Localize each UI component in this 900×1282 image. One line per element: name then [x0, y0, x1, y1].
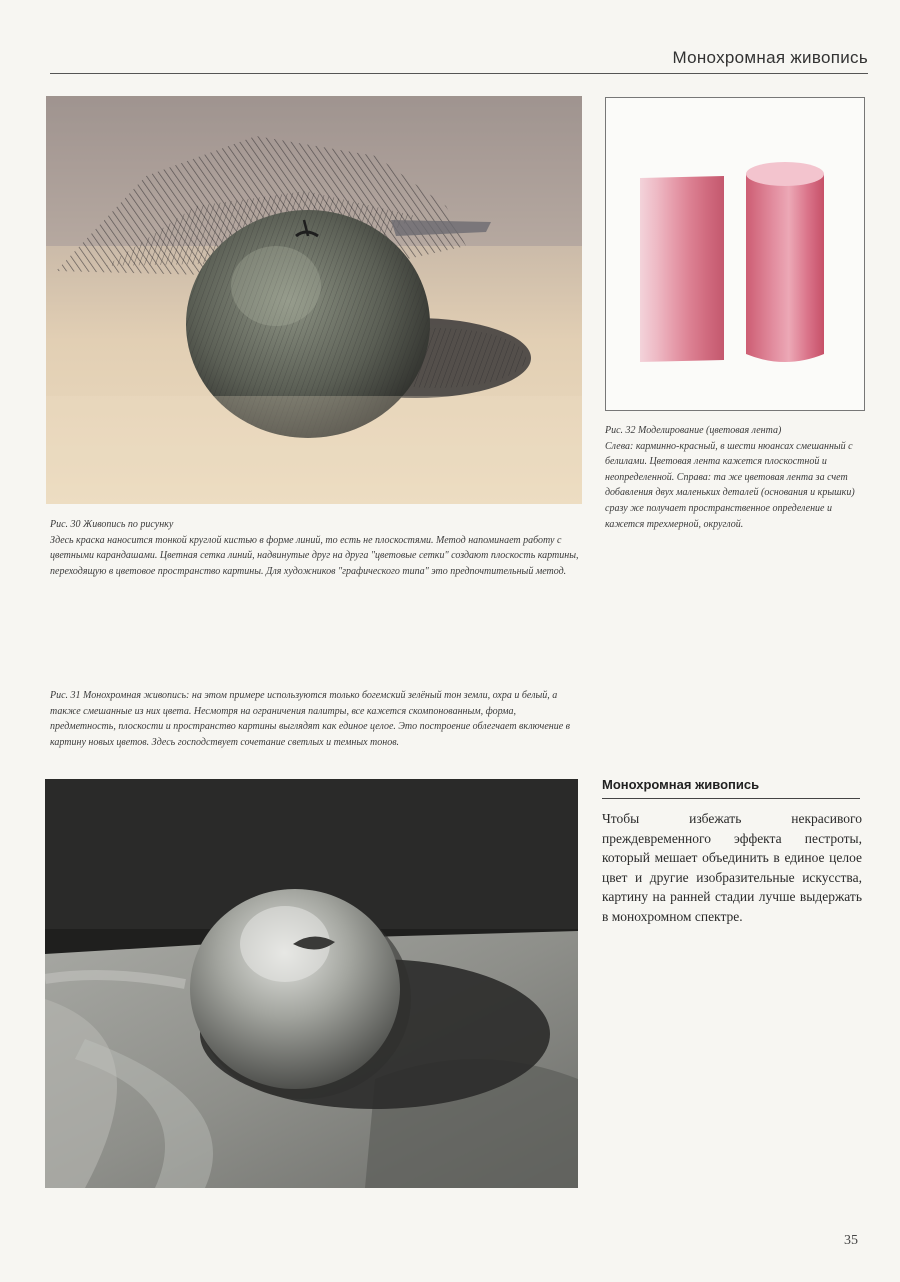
section-heading: Монохромная живопись	[602, 777, 760, 792]
figure-31-monochrome-painting	[45, 779, 578, 1188]
figure-30-apple-drawing	[46, 96, 582, 504]
figure-30-illustration	[46, 96, 582, 504]
figure-32-illustration	[606, 98, 864, 410]
figure-31-illustration	[45, 779, 578, 1188]
figure-32-caption-title: Рис. 32 Моделирование (цветовая лента)	[605, 425, 782, 436]
figure-32-caption	[605, 423, 867, 532]
running-header: Монохромная живопись	[672, 48, 868, 67]
section-rule	[602, 798, 860, 799]
figure-30-caption-title: Рис. 30 Живопись по рисунку	[50, 519, 174, 530]
figure-32-color-strips	[605, 97, 865, 411]
figure-31-caption-text: Рис. 31 Монохромная живопись: на этом примере используются только богемский зелёный тон земли, охра и белый, а также смешанные из них цвета. Несмотря на ограничения палитры, все кажется скомпонованным, форма, предметность, плоскости и пространство картины выглядят как единое целое. Это построение облегчает включение в картину новых цветов. Здесь господствует сочетание светлых и темных тонов.	[50, 690, 570, 748]
header-rule	[50, 73, 868, 74]
cylinder-top	[746, 162, 824, 186]
page-number: 35	[844, 1233, 858, 1248]
figure-30-caption-text: Здесь краска наносится тонкой круглой кистью в форме линий, то есть не плоскостями. Метод напоминает работу с цветными карандашами. Цветная сетка линий, надвинутые друг на друга "цветовые сетки" создают плоскость картины, переходящую в цветовое пространство картины. Для художников "графического типа" это предпочтительный метод.	[50, 534, 579, 577]
cylinder-color-strip	[746, 174, 824, 362]
flat-color-strip	[640, 176, 724, 362]
figure-32-caption-text: Слева: карминно-красный, в шести нюансах смешанный с белилами. Цветовая лента кажется плоскостной и неопределенной. Справа: та же цветовая лента за счет добавления двух маленьких деталей (основания и крышки) сразу же получает пространственное определение и кажется трехмерной, округлой.	[605, 440, 855, 530]
figure-31-caption	[50, 688, 582, 750]
figure-30-caption	[50, 517, 582, 579]
section-body-text: Чтобы избежать некрасивого преждевременного эффекта пестроты, который мешает объединить в единое целое цвет и другие изобразительные искусства, картину на ранней стадии лучше выдержать в монохромном спектре.	[602, 811, 862, 924]
